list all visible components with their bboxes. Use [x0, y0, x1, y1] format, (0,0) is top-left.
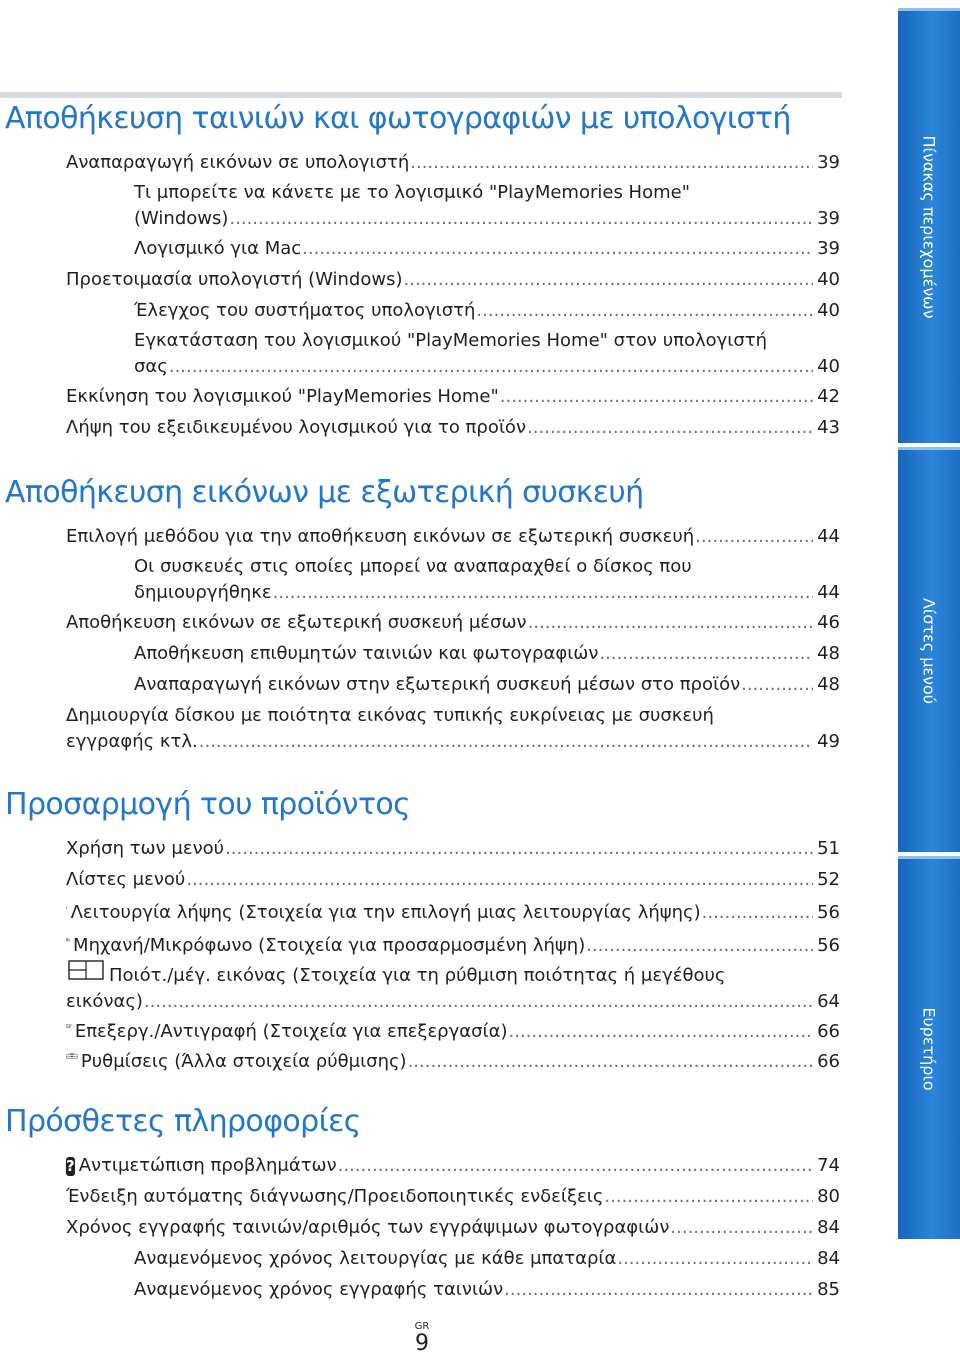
page-number: 64 — [817, 991, 840, 1012]
page-number: 40 — [817, 269, 840, 290]
page-number-footer: 9 — [415, 1331, 429, 1356]
toc-item-camera-mic[interactable]: Μηχανή/Μικρόφωνο (Στοιχεία για προσαρμοσμένη λήψη) ..... 56 — [66, 929, 840, 959]
page-number: 39 — [817, 208, 840, 229]
toc-item-playback-media-device[interactable]: Αναπαραγωγή εικόνων στην εξωτερική συσκευή μέσων στο προϊόν ..... 48 — [134, 672, 840, 698]
tab-menu-lists[interactable]: Λίστες μενού — [898, 447, 960, 852]
section-title-pc: Αποθήκευση ταινιών και φωτογραφιών με υπολογιστή — [5, 101, 791, 136]
toc-item-check-system[interactable]: Έλεγχος του συστήματος υπολογιστή ..... 40 — [134, 298, 840, 324]
page-number: 44 — [817, 582, 840, 603]
tab-index[interactable]: Ευρετήριο — [898, 856, 960, 1239]
edit-copy-icon — [66, 1015, 72, 1037]
page-number: 66 — [817, 1051, 840, 1072]
question-icon: ? — [66, 1157, 75, 1175]
toc-item-install-playmemories[interactable]: Εγκατάσταση του λογισμικού "PlayMemories Home" στον υπολογιστή σας ..... 40 — [134, 328, 840, 380]
toc-item-edit-copy[interactable]: Επεξεργ./Αντιγραφή (Στοιχεία για επεξεργασία) ..... 66 — [66, 1015, 840, 1045]
tab-table-of-contents[interactable]: Πίνακας περιεχομένων — [898, 8, 960, 443]
toc-item-setup[interactable]: Ρυθμίσεις (Άλλα στοιχεία ρύθμισης) ..... 66 — [66, 1045, 840, 1075]
toc-item-start-playmemories[interactable]: Εκκίνηση του λογισμικού "PlayMemories Home" ..... 42 — [66, 384, 840, 410]
page-number: 40 — [817, 356, 840, 377]
header-rule — [0, 92, 842, 98]
page-number: 39 — [817, 238, 840, 259]
toc-item-troubleshooting[interactable]: ? Αντιμετώπιση προβλημάτων ..... 74 — [66, 1153, 840, 1179]
toc-item-battery-time[interactable]: Αναμενόμενος χρόνος λειτουργίας με κάθε μπαταρία ..... 84 — [134, 1246, 840, 1272]
toc-item-recording-time[interactable]: Χρόνος εγγραφής ταινιών/αριθμός των εγγράψιμων φωτογραφιών ..... 84 — [66, 1215, 840, 1241]
toc-item-select-method[interactable]: Επιλογή μεθόδου για την αποθήκευση εικόνων σε εξωτερική συσκευή ..... 44 — [66, 524, 840, 550]
toc-item-playback-on-pc[interactable]: Αναπαραγωγή εικόνων σε υπολογιστή ..... 39 — [66, 150, 840, 176]
page-number: 74 — [817, 1155, 840, 1176]
toc-item-using-menus[interactable]: Χρήση των μενού ..... 51 — [66, 836, 840, 862]
page-number: 52 — [817, 869, 840, 890]
page-number: 66 — [817, 1021, 840, 1042]
language-code: GR — [414, 1321, 430, 1332]
page-number: 48 — [817, 643, 840, 664]
page-number: 84 — [817, 1248, 840, 1269]
toc-item-movie-recording-time[interactable]: Αναμενόμενος χρόνος εγγραφής ταινιών ..... 85 — [134, 1277, 840, 1303]
shooting-mode-icon — [66, 898, 68, 918]
toc-item-image-quality[interactable]: Ποιότ./μέγ. εικόνας (Στοιχεία για τη ρύθμιση ποιότητας ή μεγέθους εικόνας) ..... 64 — [66, 959, 840, 1015]
page-number: 56 — [817, 902, 840, 923]
toc-item-playback-devices[interactable]: Οι συσκευές στις οποίες μπορεί να αναπαραχθεί ο δίσκος που δημιουργήθηκε ..... 44 — [134, 554, 840, 606]
page-number: 84 — [817, 1217, 840, 1238]
section-title-additional-info: Πρόσθετες πληροφορίες — [5, 1104, 361, 1139]
toc-item-prepare-pc[interactable]: Προετοιμασία υπολογιστή (Windows) ..... 40 — [66, 267, 840, 293]
section-title-external-device: Αποθήκευση εικόνων με εξωτερική συσκευή — [5, 475, 644, 510]
toc-item-playmemories-features[interactable]: Τι μπορείτε να κάνετε με το λογισμικό "PlayMemories Home" (Windows) ..... 39 — [134, 180, 840, 232]
toc-item-save-to-media[interactable]: Αποθήκευση εικόνων σε εξωτερική συσκευή μέσων ..... 46 — [66, 610, 840, 636]
camera-mic-icon — [66, 929, 70, 951]
section-title-customize: Προσαρμογή του προϊόντος — [5, 787, 411, 822]
page-number: 43 — [817, 417, 840, 438]
toc-item-create-sd-disc[interactable]: Δημιουργία δίσκου με ποιότητα εικόνας τυπικής ευκρίνειας με συσκευή εγγραφής κτλ. ..... 49 — [66, 703, 840, 755]
page-number: 85 — [817, 1279, 840, 1300]
page-number: 51 — [817, 838, 840, 859]
toc-item-mac-software[interactable]: Λογισμικό για Mac ..... 39 — [134, 236, 840, 262]
page-number: 39 — [817, 152, 840, 173]
toc-item-self-diagnosis[interactable]: Ένδειξη αυτόματης διάγνωσης/Προειδοποιητικές ενδείξεις ..... 80 — [66, 1184, 840, 1210]
page-number: 56 — [817, 935, 840, 956]
toc-item-save-selected[interactable]: Αποθήκευση επιθυμητών ταινιών και φωτογραφιών ..... 48 — [134, 641, 840, 667]
page-number: 46 — [817, 612, 840, 633]
toc-item-shooting-mode[interactable]: Λειτουργία λήψης (Στοιχεία για την επιλογή μιας λειτουργίας λήψης) ..... 56 — [66, 898, 840, 926]
page-number: 42 — [817, 386, 840, 407]
toc-item-download-software[interactable]: Λήψη του εξειδικευμένου λογισμικού για το προϊόν ..... 43 — [66, 415, 840, 441]
setup-toolbox-icon — [66, 1045, 78, 1067]
page-number: 80 — [817, 1186, 840, 1207]
page-number: 40 — [817, 300, 840, 321]
page-number: 48 — [817, 674, 840, 695]
toc-item-menu-lists[interactable]: Λίστες μενού ..... 52 — [66, 867, 840, 893]
page-footer — [400, 1322, 444, 1356]
page-number: 49 — [817, 731, 840, 752]
page-number: 44 — [817, 526, 840, 547]
image-quality-icon — [66, 959, 106, 981]
